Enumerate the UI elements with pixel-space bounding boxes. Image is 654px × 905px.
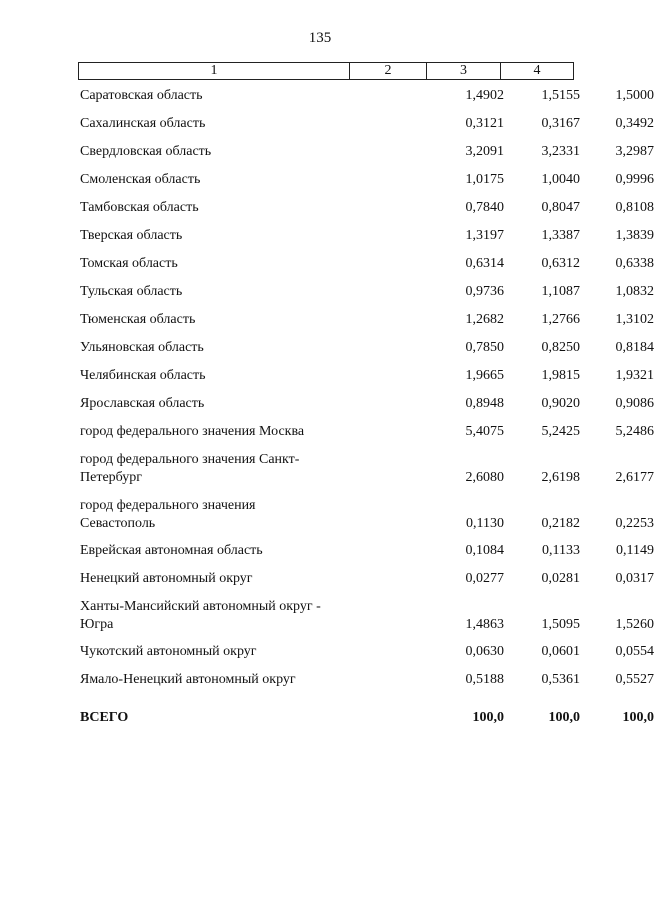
value-col-4: 2,6177 [615, 470, 654, 485]
total-label: ВСЕГО [80, 710, 129, 725]
value-col-2: 1,4863 [465, 617, 504, 632]
value-col-3: 1,1087 [541, 284, 580, 299]
value-col-3: 2,6198 [541, 470, 580, 485]
region-name [80, 497, 370, 533]
value-col-3: 0,5361 [541, 672, 580, 687]
column-header-1: 1 [79, 63, 350, 79]
value-col-2: 0,8948 [465, 396, 504, 411]
value-col-2: 2,6080 [465, 470, 504, 485]
column-header-4: 4 [533, 63, 541, 78]
value-col-3: 0,8047 [541, 200, 580, 215]
region-name-line2: Петербург [80, 470, 142, 485]
region-name: Саратовская область [80, 88, 203, 103]
value-col-2: 5,4075 [465, 424, 504, 439]
value-col-2: 1,4902 [465, 88, 504, 103]
region-name: Смоленская область [80, 172, 201, 187]
value-col-4: 0,0554 [615, 644, 654, 659]
value-col-2: 1,2682 [465, 312, 504, 327]
value-col-3: 0,0601 [541, 644, 580, 659]
value-col-4: 1,3102 [615, 312, 654, 327]
total-col-4: 100,0 [622, 710, 654, 725]
value-col-3: 3,2331 [541, 144, 580, 159]
total-col-3: 100,0 [548, 710, 580, 725]
region-name: Челябинская область [80, 368, 206, 383]
region-name: Ульяновская область [80, 340, 204, 355]
value-col-4: 1,0832 [615, 284, 654, 299]
value-col-2: 0,7840 [465, 200, 504, 215]
region-name: Ненецкий автономный округ [80, 571, 253, 586]
value-col-4: 1,5000 [615, 88, 654, 103]
value-col-3: 0,1133 [542, 543, 580, 558]
value-col-4: 0,3492 [615, 116, 654, 131]
value-col-2: 1,3197 [465, 228, 504, 243]
value-col-2: 1,0175 [465, 172, 504, 187]
total-col-2: 100,0 [472, 710, 504, 725]
value-col-2: 3,2091 [465, 144, 504, 159]
region-name-line1: город федерального значения [80, 498, 256, 513]
value-col-3: 1,5095 [541, 617, 580, 632]
column-header-3: 3 [427, 63, 501, 79]
value-col-2: 0,1130 [466, 516, 504, 531]
value-col-4: 0,0317 [615, 571, 654, 586]
value-col-2: 0,9736 [465, 284, 504, 299]
region-name: Ямало-Ненецкий автономный округ [80, 672, 296, 687]
value-col-2: 0,0630 [465, 644, 504, 659]
value-col-3: 0,9020 [541, 396, 580, 411]
region-name: Тверская область [80, 228, 183, 243]
value-col-4: 3,2987 [615, 144, 654, 159]
value-col-3: 0,0281 [541, 571, 580, 586]
value-col-2: 0,3121 [465, 116, 504, 131]
region-name: город федерального значения Москва [80, 424, 305, 439]
value-col-3: 1,2766 [541, 312, 580, 327]
region-name: Тюменская область [80, 312, 196, 327]
value-col-2: 0,7850 [465, 340, 504, 355]
region-name: Еврейская автономная область [80, 543, 263, 558]
value-col-3: 0,2182 [541, 516, 580, 531]
value-col-3: 1,3387 [541, 228, 580, 243]
value-col-3: 0,6312 [541, 256, 580, 271]
value-col-3: 5,2425 [541, 424, 580, 439]
value-col-2: 0,1084 [465, 543, 504, 558]
value-col-4: 1,5260 [615, 617, 654, 632]
value-col-4: 1,9321 [615, 368, 654, 383]
value-col-2: 0,5188 [465, 672, 504, 687]
column-header-2: 2 [350, 63, 427, 79]
value-col-4: 0,9086 [615, 396, 654, 411]
region-name: Свердловская область [80, 144, 212, 159]
value-col-4: 0,1149 [616, 543, 654, 558]
region-name-line2: Югра [80, 617, 114, 632]
value-col-3: 1,9815 [541, 368, 580, 383]
value-col-4: 5,2486 [615, 424, 654, 439]
value-col-3: 1,0040 [541, 172, 580, 187]
value-col-3: 1,5155 [541, 88, 580, 103]
region-name-line1: Ханты-Мансийский автономный округ - [80, 599, 321, 614]
value-col-3: 0,8250 [541, 340, 580, 355]
region-name [80, 451, 370, 487]
value-col-4: 0,5527 [615, 672, 654, 687]
value-col-4: 0,8108 [615, 200, 654, 215]
region-name: Ярославская область [80, 396, 205, 411]
region-name: Сахалинская область [80, 116, 206, 131]
region-name [80, 598, 370, 634]
value-col-2: 0,0277 [465, 571, 504, 586]
value-col-4: 1,3839 [615, 228, 654, 243]
region-name: Томская область [80, 256, 178, 271]
value-col-2: 1,9665 [465, 368, 504, 383]
region-name: Тамбовская область [80, 200, 199, 215]
table-header [78, 62, 574, 80]
value-col-4: 0,6338 [615, 256, 654, 271]
region-name-line2: Севастополь [80, 516, 156, 531]
region-name: Тульская область [80, 284, 183, 299]
value-col-2: 0,6314 [465, 256, 504, 271]
page-number: 135 [308, 30, 332, 46]
region-name-line1: город федерального значения Санкт- [80, 452, 300, 467]
value-col-4: 0,2253 [615, 516, 654, 531]
value-col-3: 0,3167 [541, 116, 580, 131]
region-name: Чукотский автономный округ [80, 644, 257, 659]
value-col-4: 0,9996 [615, 172, 654, 187]
value-col-4: 0,8184 [615, 340, 654, 355]
